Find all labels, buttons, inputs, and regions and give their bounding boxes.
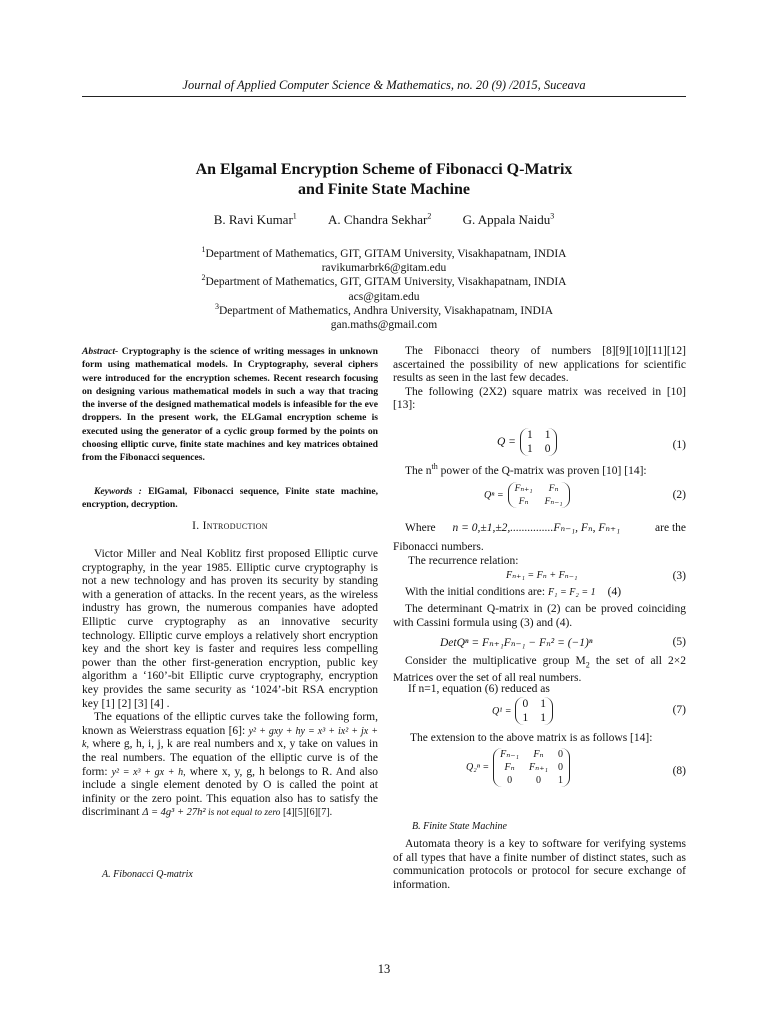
affiliations [100, 247, 668, 332]
author-3: G. Appala Naidu$^3$ [462, 211, 555, 227]
paper-title [100, 160, 668, 200]
equation-8: Q₂ⁿ = Fₙ₋₁ Fₙ 0 Fₙ Fₙ₊₁ 0 0 0 1 [466, 748, 570, 787]
equation-8-number: (8) [672, 765, 686, 777]
nth-power-text: The $n^{th}$ power of the Q-matrix was proven [10] [14]: [405, 462, 647, 477]
intro-paragraph-1: Victor Miller and Neal Koblitz first proposed Elliptic curve cryptography, in the year 1985. Elliptic curve cryptography is not a new technology and has proven its security by standing with a generation of attacks. In the recent years, as the wireless industry has grown, the numerous companies have adopted Elliptic curve cryptography as an innovative security technology. Elliptic curve employs a relatively short encryption key and the short key is faster and requires less compelling power than the other first-generation encryption, public key algorithm a ‘160’-bit Elliptic curve cryptography, encryption key provides the same security as ‘1024’-bit RSA encryption key [1] [2] [3] [4] . [82, 548, 378, 710]
abstract-label: Abstract- [82, 346, 119, 357]
title-line-1: An Elgamal Encryption Scheme of Fibonacci Q-Matrix [195, 161, 573, 178]
affiliation-3: $^3$Department of Mathematics, Andhra University, Visakhapatnam, INDIA [215, 301, 553, 317]
extension-text: The extension to the above matrix is as follows [14]: [410, 732, 653, 744]
section-heading-introduction: I. Introduction [192, 520, 268, 532]
recurrence-label: The recurrence relation: [408, 555, 519, 567]
equation-7-number: (7) [672, 704, 686, 716]
equation-1: Q = 1 1 1 0 [497, 428, 557, 456]
affiliation-1: $^1$Department of Mathematics, GIT, GITAM University, Visakhapatnam, INDIA [201, 245, 567, 260]
header-rule [82, 96, 686, 97]
weierstrass-equation: y² + gxy + hy = x³ + ix² + jx + k, [82, 725, 378, 751]
subsection-a-heading: A. Fibonacci Q-matrix [102, 869, 193, 880]
equation-3: Fₙ₊₁ = Fₙ + Fₙ₋₁ [506, 570, 578, 581]
where-line: Where n = 0,±1,±2,...............Fₙ₋₁, Fₙ, Fₙ₊₁ are the [405, 522, 686, 534]
equation-2-number: (2) [672, 489, 686, 501]
title-line-2: and Finite State Machine [298, 181, 470, 198]
equation-5: DetQⁿ = Fₙ₊₁Fₙ₋₁ − Fₙ² = (−1)ⁿ [440, 637, 593, 649]
author-list [120, 212, 648, 228]
intro-paragraph-2: The equations of the elliptic curves take the following form, known as Weierstrass equation [6]: y² + gxy + hy = x³ + ix² + jx + k, where g, h, i, j, k are real numbers and x, y take on values in the real numbers. The equation of the elliptic curve is of the form: y² = x³ + gx + h, where x, y, g, h belongs to R. And also include a single element denoted by O is called the point at infinity or the zero point. This equation also has to satisfy the discriminant Δ = 4g³ + 27h² is not equal to zero [4][5][6][7]. [82, 711, 378, 819]
keywords-text: ElGamal, Fibonacci sequence, Finite state machine, encryption, decryption. [82, 486, 378, 510]
email-3: gan.maths@gmail.com [330, 319, 438, 332]
author-1: B. Ravi Kumar$^1$ [213, 211, 297, 227]
n-equals-1-text: If n=1, equation (6) reduced as [408, 683, 550, 695]
determinant-text: The determinant Q-matrix in (2) can be proved coinciding with Cassini formula using (3) and (4). [393, 603, 686, 629]
subsection-b-heading: B. Finite State Machine [412, 821, 507, 832]
equation-2: Qⁿ = Fₙ₊₁ Fₙ Fₙ Fₙ₋₁ [484, 482, 570, 508]
equation-1-number: (1) [672, 439, 686, 451]
email-1: ravikumarbrk6@gitam.edu [321, 262, 447, 275]
fsm-paragraph: Automata theory is a key to software for verifying systems of all types that have a finite number of distinct states, such as communication protocols or protocol for secure exchange of information. [393, 838, 686, 891]
email-2: acs@gitam.edu [348, 290, 420, 303]
initial-conditions: With the initial conditions are: F₁ = F₂ = 1 (4) [405, 586, 622, 598]
abstract [82, 345, 378, 465]
keywords [82, 485, 378, 511]
equation-7: Q¹ = 0 1 1 1 [492, 697, 553, 725]
keywords-label: Keywords : [94, 486, 142, 497]
page-number: 13 [377, 962, 391, 976]
right-paragraph-1: The Fibonacci theory of numbers [8][9][10][11][12] ascertained the possibility of new applications for scientific results as seen in the last few decades. [393, 345, 686, 385]
introduction-body [82, 548, 378, 821]
discriminant-equation: Δ = 4g³ + 27h² [142, 807, 206, 819]
equation-3-number: (3) [672, 570, 686, 582]
group-text: Consider the multiplicative group $M_2$ the set of all 2×2 Matrices over the set of all real numbers. [393, 655, 686, 684]
right-paragraph-2: The following (2X2) square matrix was received in [10] [13]: [393, 385, 686, 412]
equation-5-number: (5) [672, 636, 686, 648]
right-intro [393, 345, 686, 413]
affiliation-2: $^2$Department of Mathematics, GIT, GITAM University, Visakhapatnam, INDIA [201, 273, 567, 289]
journal-header: Journal of Applied Computer Science & Mathematics, no. 20 (9) /2015, Suceava [182, 78, 586, 92]
abstract-text: Cryptography is the science of writing messages in unknown form using mathematical models. In Cryptography, several ciphers were introduced for the encryption schemes. Recent research focusing on designing various mathematical models in such a way that tracing the inverse of the designed mathematical models is infeasible for the eve droppers. In the present work, the ELGamal encryption scheme is executed using the generator of a cyclic group formed by the points on choosing elliptic curve, finite state machines and key matrices obtained from the Fibonacci sequences. [82, 346, 378, 464]
curve-equation: y² = x³ + gx + h, [111, 766, 186, 778]
author-2: A. Chandra Sekhar$^2$ [328, 211, 432, 227]
fibonacci-numbers-text: Fibonacci numbers. [393, 541, 484, 553]
